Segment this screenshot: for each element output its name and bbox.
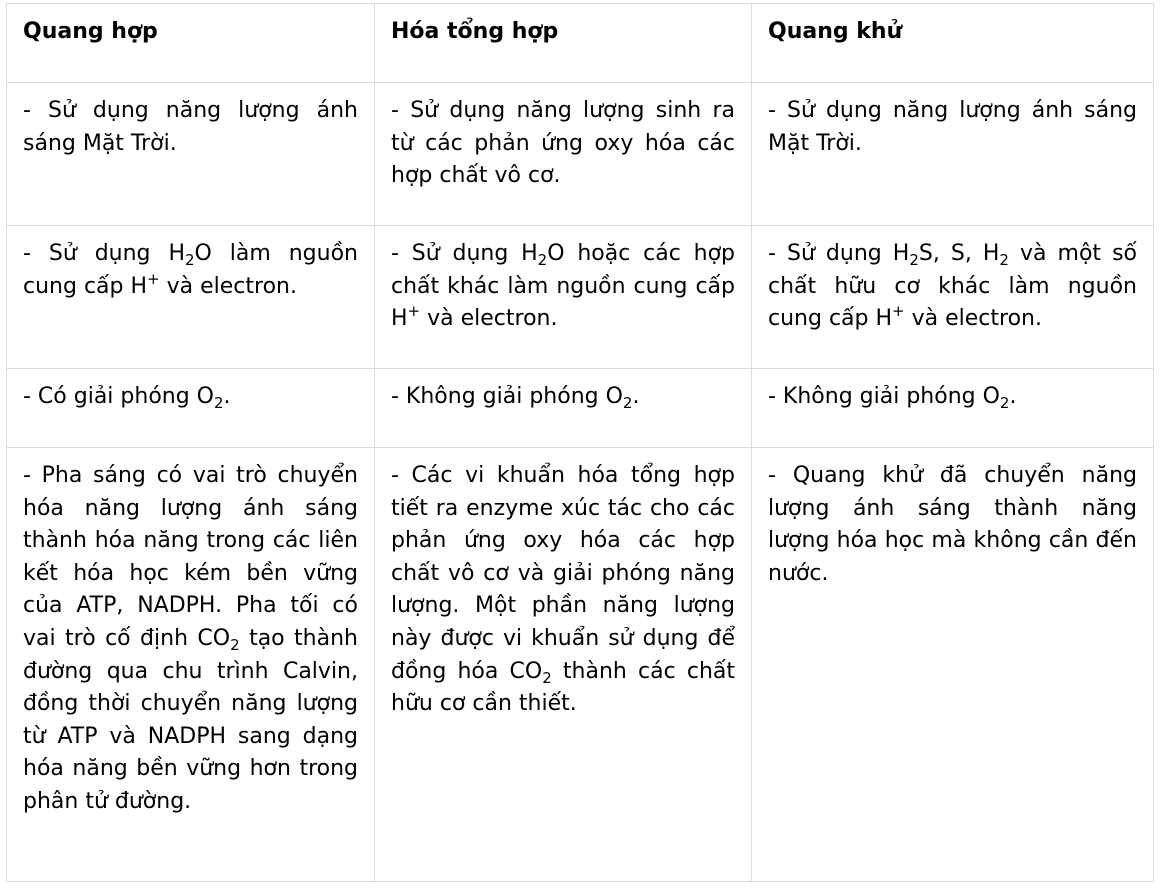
superscript: + bbox=[147, 269, 160, 288]
cell-text: thành các chất hữu cơ cần thiết. bbox=[391, 658, 735, 717]
subscript: 2 bbox=[230, 635, 240, 654]
table-row-mechanism bbox=[7, 448, 1154, 882]
cell-text: . bbox=[632, 384, 640, 409]
cell-text: - Không giải phóng O bbox=[391, 384, 623, 409]
subscript: 2 bbox=[542, 668, 552, 687]
cell-text: - Có giải phóng O bbox=[23, 384, 214, 409]
subscript: 2 bbox=[214, 394, 224, 412]
cell-text: và một số chất hữu cơ khác làm nguồn cung cấp H bbox=[768, 241, 1138, 332]
superscript: + bbox=[892, 302, 905, 321]
subscript: 2 bbox=[999, 251, 1009, 269]
table-cell bbox=[7, 448, 375, 882]
cell-text: - Không giải phóng O bbox=[768, 384, 1000, 409]
subscript: 2 bbox=[909, 251, 919, 269]
cell-text: . bbox=[223, 384, 231, 409]
table-cell bbox=[752, 369, 1154, 448]
table-cell bbox=[752, 226, 1154, 369]
cell-text: . bbox=[1009, 384, 1017, 409]
table-cell bbox=[375, 369, 752, 448]
table-row-electron-source bbox=[7, 226, 1154, 369]
table-cell: - Quang khử đã chuyển năng lượng ánh sáng thành năng lượng hóa học mà không cần đến nước. bbox=[752, 448, 1154, 882]
header-row bbox=[7, 4, 1154, 83]
cell-text: và electron. bbox=[904, 306, 1042, 332]
table-cell bbox=[7, 369, 375, 448]
superscript: + bbox=[407, 302, 421, 321]
subscript: 2 bbox=[185, 251, 195, 269]
table-cell: - Sử dụng năng lượng sinh ra từ các phản ứng oxy hóa các hợp chất vô cơ. bbox=[375, 83, 752, 226]
header-quang-khu: Quang khử bbox=[752, 4, 1154, 83]
cell-text: S, S, H bbox=[918, 241, 1000, 266]
subscript: 2 bbox=[537, 251, 548, 269]
subscript: 2 bbox=[622, 394, 633, 412]
table-row-energy-source bbox=[7, 83, 1154, 226]
comparison-table bbox=[6, 3, 1154, 882]
table-cell: - Sử dụng năng lượng ánh sáng Mặt Trời. bbox=[7, 83, 375, 226]
subscript: 2 bbox=[999, 394, 1010, 412]
cell-text: - Sử dụng H bbox=[23, 241, 185, 266]
cell-text: - Sử dụng H bbox=[768, 241, 910, 266]
header-quang-hop: Quang hợp bbox=[7, 4, 375, 83]
cell-text: tạo thành đường qua chu trình Calvin, đồng thời chuyển năng lượng từ ATP và NADPH sang dạng hóa năng bền vững hơn trong phân tử đường. bbox=[23, 625, 358, 814]
cell-text: - Sử dụng H bbox=[391, 241, 538, 266]
cell-text: - Pha sáng có vai trò chuyển hóa năng lượng ánh sáng thành hóa năng trong các liên kết hóa học kém bền vững của ATP, NADPH. Pha tối có vai trò cố định CO bbox=[23, 463, 358, 651]
cell-text: - Các vi khuẩn hóa tổng hợp tiết ra enzyme xúc tác cho các phản ứng oxy hóa các hợp chất vô cơ và giải phóng năng lượng. Một phần năng lượng này được vi khuẩn sử dụng để đồng hóa CO bbox=[391, 463, 735, 684]
cell-text: O làm nguồn cung cấp H bbox=[23, 241, 358, 299]
table-row-oxygen bbox=[7, 369, 1154, 448]
table-cell bbox=[375, 226, 752, 369]
cell-text: và electron. bbox=[420, 306, 558, 332]
header-hoa-tong-hop: Hóa tổng hợp bbox=[375, 4, 752, 83]
comparison-table-container bbox=[6, 3, 1154, 882]
table-cell bbox=[7, 226, 375, 369]
cell-text: O hoặc các hợp chất khác làm nguồn cung cấp H bbox=[391, 241, 735, 332]
table-cell: - Sử dụng năng lượng ánh sáng Mặt Trời. bbox=[752, 83, 1154, 226]
table-cell bbox=[375, 448, 752, 882]
cell-text: và electron. bbox=[159, 273, 297, 299]
